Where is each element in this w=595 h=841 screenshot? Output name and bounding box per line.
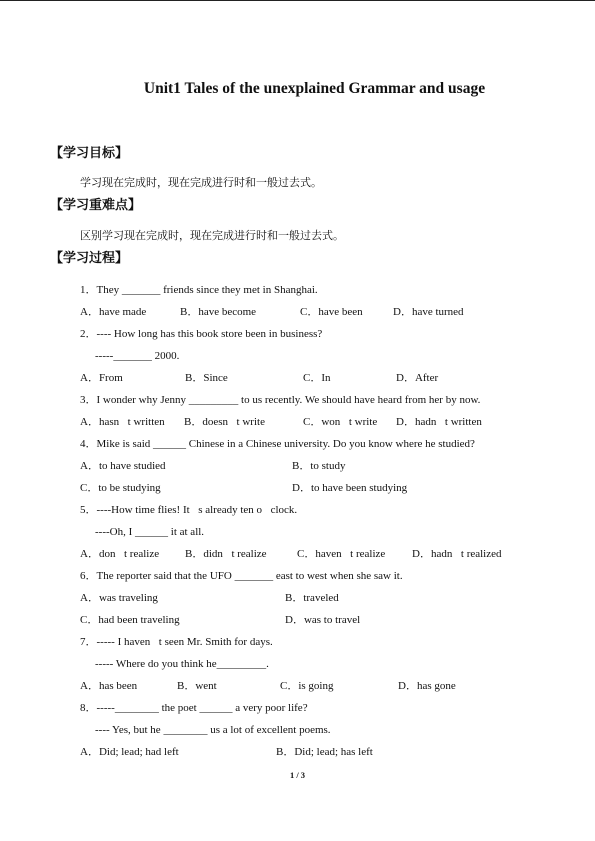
question-stem: 5．----How time flies! It s already ten o clock. <box>80 504 298 516</box>
question-answer-line: ----Oh, I ______ it at all. <box>95 526 205 538</box>
option-d: D．After <box>396 372 439 384</box>
question-stem: 4．Mike is said ______ Chinese in a Chinese university. Do you know where he studied? <box>80 438 475 450</box>
question-stem: 6．The reporter said that the UFO _______ east to west when she saw it. <box>80 570 403 582</box>
question-answer-line: -----_______ 2000. <box>95 350 180 362</box>
option-c: C．have been <box>300 306 363 318</box>
question-stem: 7．----- I haven t seen Mr. Smith for days. <box>80 636 273 648</box>
option-b: B．didn t realize <box>185 548 267 560</box>
option-c: C．is going <box>280 680 334 692</box>
question-stem: 3．I wonder why Jenny _________ to us recently. We should have heard from her by now. <box>80 394 481 406</box>
section-heading-process: 【学习过程】 <box>50 251 129 266</box>
question-answer-line: ---- Yes, but he ________ us a lot of excellent poems. <box>95 724 331 736</box>
option-a: A．has been <box>80 680 138 692</box>
option-a: A．From <box>80 372 123 384</box>
option-a: A．hasn t written <box>80 416 165 428</box>
page-number: 1 / 3 <box>289 770 306 780</box>
option-a: A．was traveling <box>80 592 158 604</box>
page-top-rule <box>0 0 595 1</box>
document-title: Unit1 Tales of the unexplained Grammar and usage <box>143 80 486 97</box>
option-b: B．doesn t write <box>184 416 265 428</box>
section-text-key-points: 区别学习现在完成时，现在完成进行时和一般过去式。 <box>80 229 344 242</box>
question-stem: 2．---- How long has this book store been in business? <box>80 328 323 340</box>
option-d: D．hadn t realized <box>412 548 502 560</box>
section-heading-key-points: 【学习重难点】 <box>50 198 142 213</box>
question-answer-line: ----- Where do you think he_________. <box>95 658 269 670</box>
option-b: B．Since <box>185 372 228 384</box>
option-c: C．to be studying <box>80 482 161 494</box>
option-a: A．have made <box>80 306 147 318</box>
question-stem: 1．They _______ friends since they met in Shanghai. <box>80 284 318 296</box>
option-c: C．In <box>303 372 331 384</box>
option-c: C．had been traveling <box>80 614 180 626</box>
option-c: C．won t write <box>303 416 378 428</box>
option-d: D．was to travel <box>285 614 361 626</box>
section-heading-goals: 【学习目标】 <box>50 146 129 161</box>
option-d: D．to have been studying <box>292 482 408 494</box>
option-d: D．has gone <box>398 680 456 692</box>
question-stem: 8．-----________ the poet ______ a very poor life? <box>80 702 308 714</box>
option-b: B．Did; lead; has left <box>276 746 373 758</box>
option-b: B．went <box>177 680 217 692</box>
option-d: D．have turned <box>393 306 464 318</box>
option-a: A．to have studied <box>80 460 166 472</box>
option-b: B．to study <box>292 460 346 472</box>
option-c: C．haven t realize <box>297 548 386 560</box>
option-a: A．Did; lead; had left <box>80 746 179 758</box>
option-d: D．hadn t written <box>396 416 482 428</box>
option-b: B．traveled <box>285 592 339 604</box>
option-b: B．have become <box>180 306 257 318</box>
section-text-goals: 学习现在完成时，现在完成进行时和一般过去式。 <box>80 176 322 189</box>
option-a: A．don t realize <box>80 548 160 560</box>
